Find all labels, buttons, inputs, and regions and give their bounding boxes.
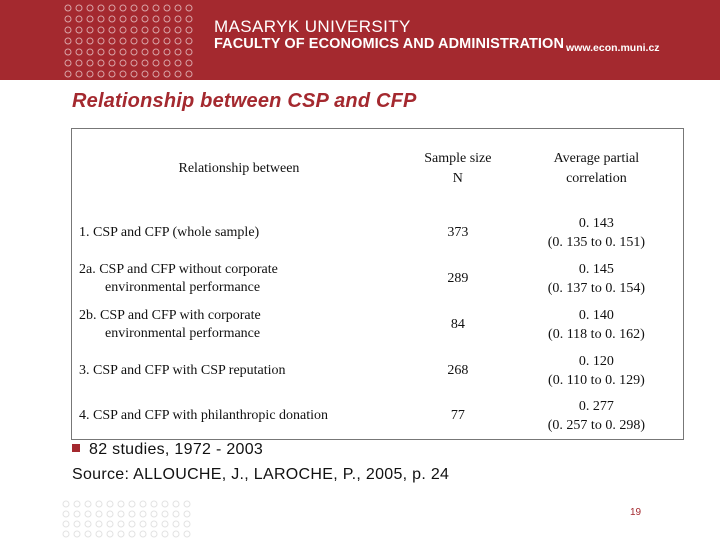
pattern-dot: [76, 27, 82, 33]
website-link[interactable]: www.econ.muni.cz: [566, 42, 660, 54]
pattern-dot: [118, 511, 124, 517]
pattern-dot: [131, 27, 137, 33]
pattern-dot: [120, 27, 126, 33]
pattern-dot: [76, 16, 82, 22]
pattern-dot: [98, 49, 104, 55]
pattern-dot: [184, 521, 190, 527]
pattern-dot: [153, 71, 159, 77]
table-row: [72, 256, 684, 302]
pattern-dot: [109, 27, 115, 33]
pattern-dot: [65, 27, 71, 33]
footer-dot-pattern: [60, 498, 200, 540]
pattern-dot: [87, 38, 93, 44]
pattern-dot: [74, 521, 80, 527]
pattern-dot: [98, 27, 104, 33]
slide-title: Relationship between CSP and CFP: [72, 90, 417, 112]
pattern-dot: [129, 531, 135, 537]
pattern-dot: [151, 521, 157, 527]
pattern-dot: [131, 71, 137, 77]
correlation-cell: [510, 210, 684, 256]
pattern-dot: [175, 5, 181, 11]
header-sample-size: [406, 129, 510, 210]
pattern-dot: [118, 531, 124, 537]
pattern-dot: [153, 49, 159, 55]
pattern-dot: [184, 511, 190, 517]
relationship-cell: [72, 210, 406, 256]
university-name: MASARYK UNIVERSITY: [214, 17, 411, 36]
pattern-dot: [65, 60, 71, 66]
pattern-dot: [109, 49, 115, 55]
pattern-dot: [186, 60, 192, 66]
pattern-dot: [85, 521, 91, 527]
correlation-value: 0. 143: [578, 215, 614, 231]
source-citation: Source: ALLOUCHE, J., LAROCHE, P., 2005, p. 24: [72, 466, 450, 483]
pattern-dot: [63, 511, 69, 517]
pattern-dot: [164, 60, 170, 66]
pattern-dot: [65, 71, 71, 77]
pattern-dot: [76, 60, 82, 66]
pattern-dot: [131, 60, 137, 66]
relationship-text: 2a. CSP and CFP without corporate: [79, 261, 278, 277]
sample-size-cell: 289: [447, 270, 469, 286]
header-relationship: Relationship between: [178, 161, 300, 177]
table-row: [72, 210, 684, 256]
correlation-range: (0. 135 to 0. 151): [547, 234, 645, 250]
pattern-dot: [173, 511, 179, 517]
pattern-dot: [85, 531, 91, 537]
pattern-dot: [131, 5, 137, 11]
pattern-dot: [142, 38, 148, 44]
pattern-dot: [63, 521, 69, 527]
pattern-dot: [140, 521, 146, 527]
header-correlation-line1: Average partial: [553, 151, 640, 167]
pattern-dot: [173, 531, 179, 537]
pattern-dot: [96, 511, 102, 517]
pattern-dot: [131, 16, 137, 22]
pattern-dot: [142, 5, 148, 11]
correlation-cell: [510, 302, 684, 348]
table-row: [72, 348, 684, 394]
pattern-dot: [87, 5, 93, 11]
relationship-text: 1. CSP and CFP (whole sample): [79, 224, 260, 240]
pattern-dot: [107, 501, 113, 507]
sample-size-cell: 268: [447, 362, 469, 378]
pattern-dot: [175, 27, 181, 33]
results-table: [71, 128, 684, 440]
pattern-dot: [162, 531, 168, 537]
pattern-dot: [87, 27, 93, 33]
pattern-dot: [76, 38, 82, 44]
pattern-dot: [162, 521, 168, 527]
pattern-dot: [76, 49, 82, 55]
pattern-dot: [74, 501, 80, 507]
table-row: [72, 394, 684, 440]
header-sample-size-line2: N: [452, 171, 463, 187]
pattern-dot: [142, 71, 148, 77]
pattern-dot: [142, 60, 148, 66]
square-bullet-icon: [72, 444, 80, 452]
pattern-dot: [87, 71, 93, 77]
pattern-dot: [120, 49, 126, 55]
pattern-dot: [153, 16, 159, 22]
pattern-dot: [85, 511, 91, 517]
correlation-value: 0. 145: [578, 261, 614, 277]
pattern-dot: [175, 38, 181, 44]
pattern-dot: [87, 49, 93, 55]
pattern-dot: [186, 71, 192, 77]
pattern-dot: [175, 71, 181, 77]
correlation-range: (0. 137 to 0. 154): [547, 280, 645, 296]
pattern-dot: [140, 531, 146, 537]
pattern-dot: [175, 49, 181, 55]
pattern-dot: [186, 38, 192, 44]
pattern-dot: [162, 511, 168, 517]
pattern-dot: [164, 71, 170, 77]
pattern-dot: [63, 501, 69, 507]
faculty-name: FACULTY OF ECONOMICS AND ADMINISTRATION: [214, 36, 565, 52]
pattern-dot: [153, 5, 159, 11]
pattern-dot: [129, 511, 135, 517]
pattern-dot: [65, 16, 71, 22]
correlation-cell: [510, 394, 684, 440]
bullet-note: [72, 441, 263, 459]
pattern-dot: [74, 531, 80, 537]
pattern-dot: [65, 49, 71, 55]
sample-size-cell: 373: [447, 224, 469, 240]
pattern-dot: [109, 16, 115, 22]
pattern-dot: [120, 5, 126, 11]
pattern-dot: [118, 501, 124, 507]
pattern-dot: [120, 16, 126, 22]
pattern-dot: [96, 501, 102, 507]
pattern-dot: [151, 501, 157, 507]
sample-size-cell: 77: [450, 408, 465, 424]
dot-pattern-logo: [62, 0, 202, 80]
pattern-dot: [76, 71, 82, 77]
pattern-dot: [142, 16, 148, 22]
pattern-dot: [162, 501, 168, 507]
relationship-cell: [72, 394, 406, 440]
header-correlation-line2: correlation: [566, 171, 627, 187]
pattern-dot: [65, 5, 71, 11]
header-correlation: [510, 129, 684, 210]
pattern-dot: [120, 71, 126, 77]
pattern-dot: [87, 16, 93, 22]
pattern-dot: [63, 531, 69, 537]
correlation-value: 0. 140: [578, 307, 614, 323]
pattern-dot: [109, 5, 115, 11]
pattern-dot: [65, 38, 71, 44]
relationship-text-continued: environmental performance: [105, 279, 261, 295]
pattern-dot: [173, 521, 179, 527]
bullet-text: 82 studies, 1972 - 2003: [89, 441, 264, 458]
pattern-dot: [107, 521, 113, 527]
pattern-dot: [142, 49, 148, 55]
pattern-dot: [140, 501, 146, 507]
pattern-dot: [153, 27, 159, 33]
pattern-dot: [107, 511, 113, 517]
table-row: [72, 302, 684, 348]
pattern-dot: [153, 60, 159, 66]
pattern-dot: [107, 531, 113, 537]
pattern-dot: [98, 38, 104, 44]
relationship-cell: [72, 302, 406, 348]
table-header-row: [72, 129, 684, 210]
pattern-dot: [164, 49, 170, 55]
pattern-dot: [184, 531, 190, 537]
pattern-dot: [153, 38, 159, 44]
pattern-dot: [109, 60, 115, 66]
pattern-dot: [131, 38, 137, 44]
relationship-text: 2b. CSP and CFP with corporate: [79, 307, 261, 323]
correlation-value: 0. 277: [578, 399, 614, 415]
pattern-dot: [74, 511, 80, 517]
pattern-dot: [186, 27, 192, 33]
pattern-dot: [164, 38, 170, 44]
correlation-range: (0. 118 to 0. 162): [548, 326, 645, 342]
pattern-dot: [98, 5, 104, 11]
pattern-dot: [87, 60, 93, 66]
pattern-dot: [131, 49, 137, 55]
pattern-dot: [151, 511, 157, 517]
sample-size-cell: 84: [450, 316, 465, 332]
pattern-dot: [76, 5, 82, 11]
pattern-dot: [175, 60, 181, 66]
pattern-dot: [186, 16, 192, 22]
pattern-dot: [96, 521, 102, 527]
pattern-dot: [186, 5, 192, 11]
slide-header: [0, 0, 720, 80]
pattern-dot: [98, 16, 104, 22]
relationship-cell: [72, 256, 406, 302]
correlation-value: 0. 120: [578, 353, 614, 369]
pattern-dot: [109, 38, 115, 44]
pattern-dot: [109, 71, 115, 77]
pattern-dot: [142, 27, 148, 33]
pattern-dot: [164, 5, 170, 11]
page-number: 19: [630, 507, 642, 518]
correlation-cell: [510, 256, 684, 302]
pattern-dot: [98, 60, 104, 66]
correlation-range: (0. 110 to 0. 129): [548, 372, 645, 388]
pattern-dot: [140, 511, 146, 517]
pattern-dot: [164, 16, 170, 22]
pattern-dot: [98, 71, 104, 77]
relationship-text: 3. CSP and CFP with CSP reputation: [79, 362, 286, 378]
pattern-dot: [129, 501, 135, 507]
pattern-dot: [173, 501, 179, 507]
pattern-dot: [120, 38, 126, 44]
relationship-cell: [72, 348, 406, 394]
correlation-cell: [510, 348, 684, 394]
pattern-dot: [186, 49, 192, 55]
relationship-text: 4. CSP and CFP with philanthropic donation: [79, 408, 329, 424]
pattern-dot: [151, 531, 157, 537]
header-sample-size-line1: Sample size: [424, 151, 492, 167]
pattern-dot: [85, 501, 91, 507]
pattern-dot: [120, 60, 126, 66]
relationship-text-continued: environmental performance: [105, 325, 261, 341]
pattern-dot: [129, 521, 135, 527]
pattern-dot: [96, 531, 102, 537]
pattern-dot: [184, 501, 190, 507]
pattern-dot: [164, 27, 170, 33]
pattern-dot: [118, 521, 124, 527]
pattern-dot: [175, 16, 181, 22]
correlation-range: (0. 257 to 0. 298): [547, 418, 645, 434]
